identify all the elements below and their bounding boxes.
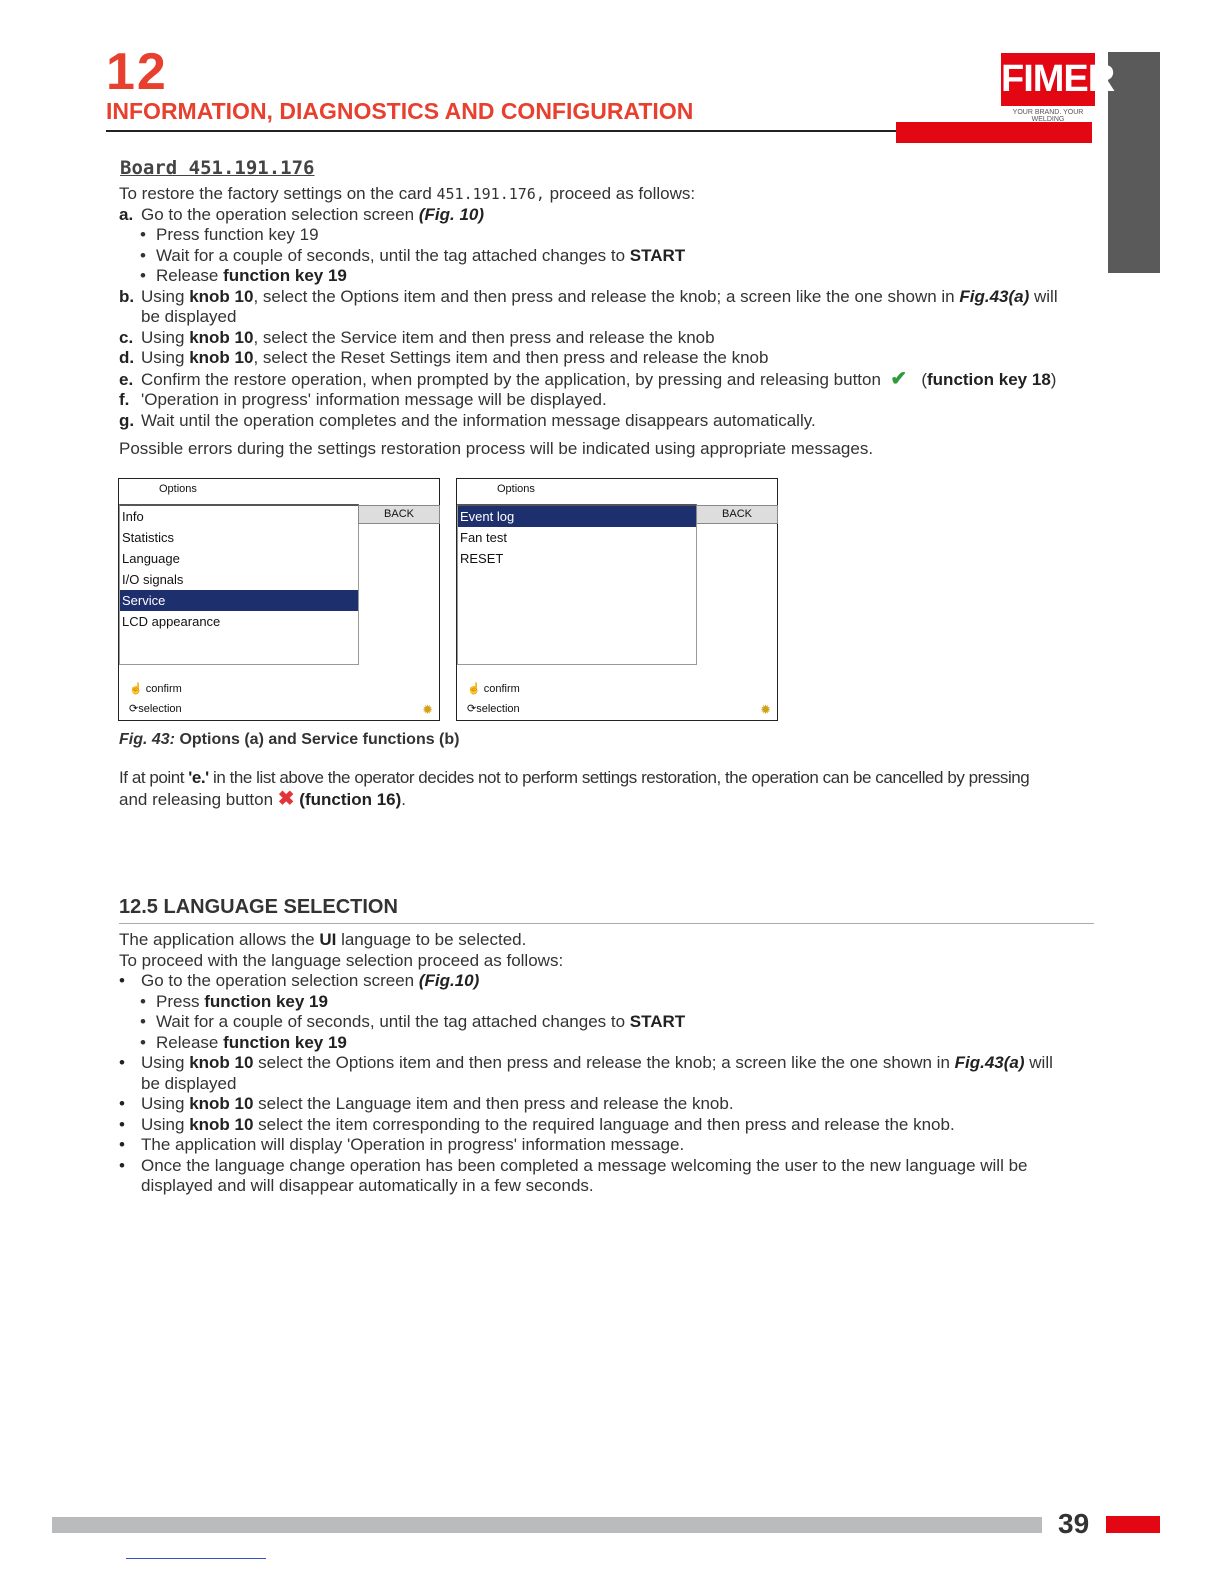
step-label: f. <box>119 390 130 409</box>
lang-bullet-cont: displayed and will disappear automatically in a few seconds. <box>141 1176 594 1195</box>
step-label: e. <box>119 369 134 389</box>
substep-bold: START <box>629 245 686 265</box>
lang-substep: • Release function key 19 <box>140 1032 347 1052</box>
options-screen-a <box>118 478 440 721</box>
step-text: , select the Service item and then press and release the knob <box>253 327 715 347</box>
chapter-title: INFORMATION, DIAGNOSTICS AND CONFIGURATION <box>106 98 694 124</box>
side-tab <box>1108 52 1160 273</box>
note-text: . <box>401 789 407 809</box>
cancel-line-1 <box>119 768 1094 789</box>
fig-reference: (Fig. 10) <box>418 204 485 224</box>
para-bold: UI <box>319 930 337 949</box>
bullet-text: Once the language change operation has been completed a message welcoming the user to the new language will be <box>141 1155 1028 1175</box>
footer-accent <box>1106 1516 1160 1533</box>
cross-icon: ✖ <box>277 787 295 810</box>
step-text: , select the Options item and then press and release the knob; a screen like the one shown in <box>253 286 960 306</box>
step-d <box>119 348 1094 369</box>
list-item-statistics[interactable]: Statistics <box>122 530 175 545</box>
section-rule <box>119 923 1094 924</box>
step-a <box>119 205 1094 226</box>
substep: • Wait for a couple of seconds, until the tag attached changes to START <box>140 245 686 265</box>
check-icon: ✔ <box>890 367 908 390</box>
intro-line <box>119 184 1094 205</box>
selection-hint <box>129 702 182 715</box>
footer-link-line <box>126 1558 266 1559</box>
lang-bullet: • The application will display 'Operation in progress' information message. <box>119 1135 685 1154</box>
intro-code: 451.191.176, <box>436 185 545 203</box>
note-bold: (function 16) <box>294 789 402 809</box>
paren: ) <box>1050 369 1057 389</box>
header-accent-bar <box>896 122 1092 143</box>
step-label: b. <box>119 286 135 306</box>
gear-icon: ✹ <box>760 702 771 717</box>
step-text: will <box>1029 286 1058 306</box>
step-bold: function key 18 <box>927 369 1051 389</box>
lang-substep: • Press function key 19 <box>140 991 328 1011</box>
intro-text: To restore the factory settings on the card <box>119 184 437 203</box>
list-item-io-signals[interactable]: I/O signals <box>122 572 184 587</box>
substep-text: Press <box>156 991 205 1011</box>
hand-icon: ☝ <box>467 683 481 695</box>
note-text: in the list above the operator decides not to perform settings restoration, the operation can be cancelled by pressing <box>208 768 1030 787</box>
lang-p1 <box>119 930 1094 951</box>
substep-bold: function key 19 <box>204 991 328 1011</box>
bullet-text: The application will display 'Operation in progress' information message. <box>141 1135 685 1154</box>
step-g <box>119 411 1094 432</box>
figure-text: Options (a) and Service functions (b) <box>175 731 460 748</box>
step-text: Wait until the operation completes and the information message disappears automatically. <box>141 410 816 430</box>
list-item-info[interactable]: Info <box>122 509 144 524</box>
list-item-service[interactable]: Service <box>120 590 358 611</box>
step-text: Go to the operation selection screen <box>141 204 419 224</box>
bullet-bold: knob 10 <box>189 1053 254 1072</box>
lang-bullet: • Using knob 10 select the item corresponding to the required language and then press and release the knob. <box>119 1114 955 1134</box>
restore-procedure <box>119 184 1094 431</box>
cancel-line-2 <box>119 789 1094 811</box>
step-text: , select the Reset Settings item and then press and release the knob <box>253 348 769 367</box>
step-label: a. <box>119 204 134 224</box>
fig-reference: Fig.43(a) <box>959 286 1030 306</box>
bullet-bold: knob 10 <box>189 1114 254 1134</box>
list-item-event-log[interactable]: Event log <box>458 506 696 527</box>
service-screen-b <box>456 478 778 721</box>
lang-bullet: • Using knob 10 select the Language item and then press and release the knob. <box>119 1094 734 1113</box>
substep-text: Wait for a couple of seconds, until the tag attached changes to <box>156 245 630 265</box>
brand-logo <box>1001 53 1115 106</box>
para-text: language to be selected. <box>336 930 527 949</box>
step-text: Using <box>141 327 190 347</box>
logo-tagline: YOUR BRAND. YOUR WELDING <box>1012 109 1084 123</box>
bullet-bold: knob 10 <box>189 1094 254 1113</box>
fig-reference: Fig.43(a) <box>954 1053 1025 1072</box>
intro-text-end: proceed as follows: <box>544 184 696 203</box>
bullet-text: select the Options item and then press and release the knob; a screen like the one shown in <box>253 1053 955 1072</box>
step-e <box>119 369 1094 391</box>
lang-bullet-cont: be displayed <box>141 1073 237 1093</box>
hand-icon: ☝ <box>129 683 143 695</box>
note-text: If at point <box>119 768 189 787</box>
errors-note: Possible errors during the settings restoration process will be indicated using appropriate messages. <box>119 439 874 458</box>
lang-bullet: • Once the language change operation has been completed a message welcoming the user to the new language will be <box>119 1155 1028 1175</box>
header-rule <box>106 130 896 132</box>
back-button[interactable]: BACK <box>358 505 440 524</box>
rotate-icon: ⟳ <box>467 703 477 715</box>
bullet-text: Go to the operation selection screen <box>141 971 419 990</box>
selection-label: selection <box>476 703 520 715</box>
list-item-fan-test[interactable]: Fan test <box>460 530 507 545</box>
page-number: 39 <box>1058 1508 1090 1539</box>
confirm-label: confirm <box>483 683 520 695</box>
lang-p2: To proceed with the language selection proceed as follows: <box>119 950 564 970</box>
selection-label: selection <box>138 703 182 715</box>
substep-text: Release <box>156 266 224 285</box>
substep-text: Press function key 19 <box>156 225 319 244</box>
language-procedure <box>119 930 1094 1197</box>
bullet-text: select the item corresponding to the required language and then press and release the knob. <box>253 1114 955 1134</box>
rotate-icon: ⟳ <box>129 703 139 715</box>
paren: ( <box>921 369 928 389</box>
bullet-text: Using <box>141 1094 190 1113</box>
figure-label: Fig. 43: <box>119 731 176 748</box>
note-bold: 'e.' <box>188 768 209 787</box>
options-list <box>119 504 359 665</box>
logo-text: FIMER <box>1001 58 1115 100</box>
bullet-text: Using <box>141 1114 190 1134</box>
fig-reference: (Fig.10) <box>418 971 480 990</box>
board-heading: Board 451.191.176 <box>120 157 315 179</box>
service-list <box>457 504 697 665</box>
back-button[interactable]: BACK <box>696 505 778 524</box>
gear-icon: ✹ <box>422 702 433 717</box>
footer-bar <box>52 1517 1042 1533</box>
cancel-note <box>119 768 1094 810</box>
step-label: g. <box>119 410 135 430</box>
step-b-cont: be displayed <box>141 307 237 326</box>
step-bold: knob 10 <box>189 286 254 306</box>
step-b <box>119 287 1094 308</box>
lang-bullet: • Go to the operation selection screen (Fig.10) <box>119 971 480 990</box>
lang-bullet: • Using knob 10 select the Options item and then press and release the knob; a screen like the one shown in Fig.43(a) will <box>119 1053 1053 1072</box>
lang-substep: • Wait for a couple of seconds, until the tag attached changes to START <box>140 1012 686 1031</box>
substep-bold: function key 19 <box>223 266 347 285</box>
step-text: Using <box>141 348 190 367</box>
step-text: Confirm the restore operation, when prompted by the application, by pressing and releasing button <box>141 369 881 389</box>
list-item-lcd-appearance[interactable]: LCD appearance <box>122 614 221 629</box>
section-title: 12.5 LANGUAGE SELECTION <box>119 896 398 918</box>
step-bold: knob 10 <box>189 348 254 367</box>
substep-bold: START <box>629 1012 686 1031</box>
bullet-text: Using <box>141 1053 190 1072</box>
list-item-reset[interactable]: RESET <box>460 551 504 566</box>
substep: • Release function key 19 <box>140 266 347 285</box>
substep: • Press function key 19 <box>140 225 319 244</box>
step-label: c. <box>119 327 134 347</box>
step-label: d. <box>119 348 135 367</box>
para-text: The application allows the <box>119 930 320 949</box>
confirm-hint <box>129 682 182 695</box>
substep-text: Release <box>156 1032 224 1052</box>
selection-hint <box>467 702 520 715</box>
step-bold: knob 10 <box>189 327 254 347</box>
screen-title: Options <box>497 483 535 495</box>
bullet-text: will <box>1024 1053 1053 1072</box>
confirm-hint <box>467 682 520 695</box>
figure-caption <box>119 731 459 749</box>
list-item-language[interactable]: Language <box>122 551 180 566</box>
screen-title: Options <box>159 483 197 495</box>
step-c <box>119 328 1094 349</box>
bullet-text: select the Language item and then press and release the knob. <box>253 1094 734 1113</box>
step-text: 'Operation in progress' information message will be displayed. <box>141 390 607 409</box>
substep-bold: function key 19 <box>223 1032 347 1052</box>
step-f <box>119 390 1094 411</box>
confirm-label: confirm <box>145 683 182 695</box>
note-text: and releasing button <box>119 789 278 809</box>
chapter-number: 12 <box>106 43 168 101</box>
step-text: Using <box>141 286 190 306</box>
substep-text: Wait for a couple of seconds, until the tag attached changes to <box>156 1012 630 1031</box>
